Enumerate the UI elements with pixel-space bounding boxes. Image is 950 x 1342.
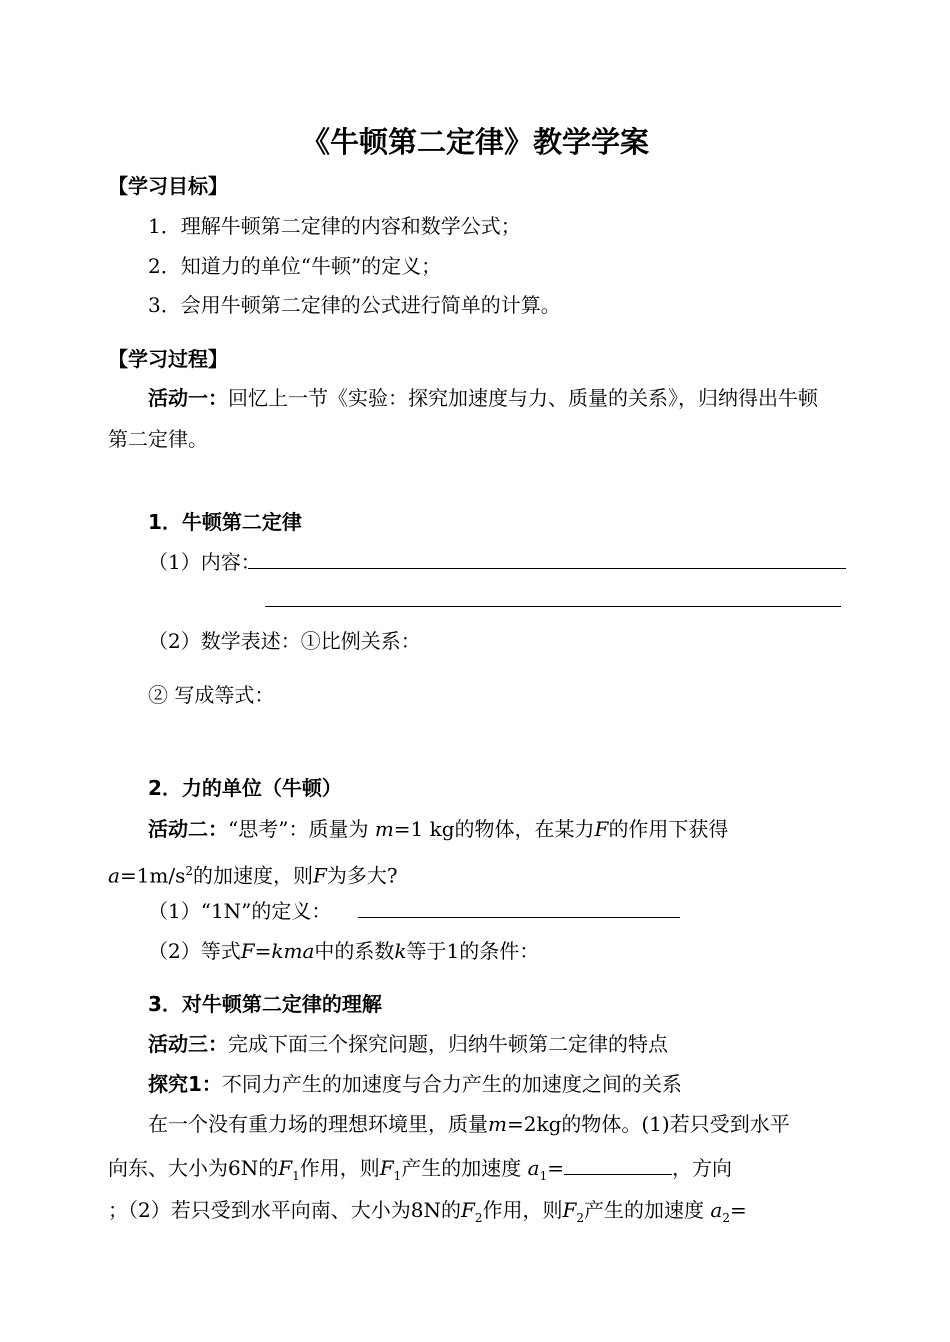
activity3-label: 活动三： — [148, 1032, 228, 1056]
problem-line-2: 向东、大小为6N的$F_1$作用，则$F_1$产生的加速度 $a_1=$ ，方向 — [108, 1156, 732, 1183]
content-answer-line-1[interactable] — [248, 568, 846, 569]
equation-label: ② 写成等式： — [148, 683, 275, 707]
activity1-text: 回忆上一节《实验：探究加速度与力、质量的关系》，归纳得出牛顿 — [228, 386, 818, 410]
problem-line-3: ；（2）若只受到水平向南、大小为8N的$F_2$作用，则$F_2$产生的加速度 $a_2=$ — [108, 1198, 747, 1225]
activity2-line2: $a=1m/s^2$的加速度，则F为多大? — [108, 863, 398, 888]
content-label: （1）内容： — [148, 550, 261, 574]
explore1-line: 探究1：不同力产生的加速度与合力产生的加速度之间的关系 — [148, 1072, 682, 1096]
objective-item-3: 3．会用牛顿第二定律的公式进行简单的计算。 — [148, 293, 561, 317]
section2-title: 2．力的单位（牛顿） — [148, 776, 342, 800]
content-answer-line-2[interactable] — [265, 606, 841, 607]
objective-item-2: 2．知道力的单位“牛顿”的定义； — [148, 254, 442, 278]
activity3-line: 活动三：完成下面三个探究问题，归纳牛顿第二定律的特点 — [148, 1032, 668, 1056]
objectives-heading: 【学习目标】 — [108, 174, 228, 198]
activity1-line1 — [148, 385, 818, 411]
explore1-label: 探究1： — [148, 1072, 222, 1096]
activity1-line2: 第二定律。 — [108, 427, 208, 451]
problem-line-1: 在一个没有重力场的理想环境里，质量m=2kg的物体。(1)若只受到水平 — [148, 1112, 790, 1136]
section3-title: 3．对牛顿第二定律的理解 — [148, 992, 382, 1016]
activity1-label: 活动一： — [148, 386, 228, 410]
newton-definition-answer-line[interactable] — [358, 917, 680, 918]
newton-definition-label: （1）“1N”的定义： — [148, 899, 332, 923]
activity2-line1: 活动二：“思考”：质量为 m=1 kg的物体，在某力F的作用下获得 — [148, 817, 729, 841]
section1-title: 1．牛顿第二定律 — [148, 510, 302, 534]
process-heading: 【学习过程】 — [108, 347, 228, 371]
math-expression-label: （2）数学表述：①比例关系： — [148, 629, 421, 653]
activity2-label: 活动二： — [148, 817, 228, 841]
objective-item-1: 1．理解牛顿第二定律的内容和数学公式； — [148, 214, 521, 238]
acceleration-a1-blank[interactable] — [564, 1154, 672, 1175]
page-title: 《牛顿第二定律》教学学案 — [300, 125, 649, 159]
coefficient-condition: （2）等式F=kma中的系数k等于1的条件： — [148, 939, 540, 963]
